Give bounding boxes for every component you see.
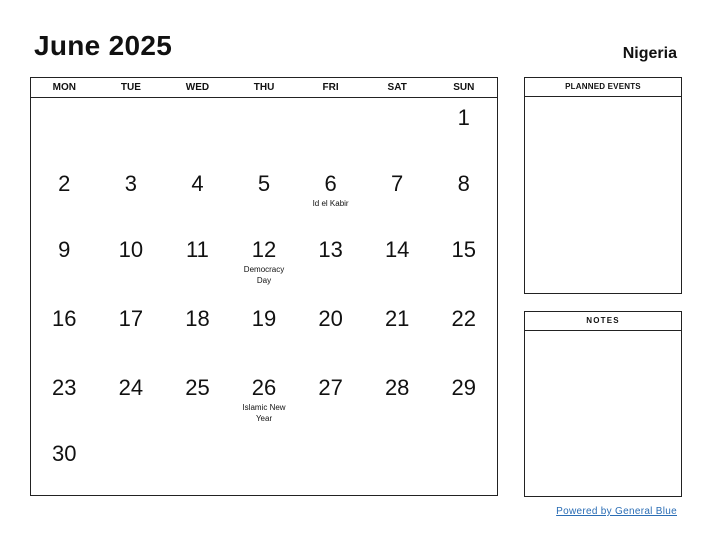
day-number: 13	[318, 237, 343, 262]
calendar-day-cell	[31, 164, 98, 209]
calendar-day-cell	[297, 230, 364, 286]
calendar-day-cell	[364, 299, 431, 331]
day-number: 3	[124, 171, 137, 196]
weekday-fri: FRI	[322, 82, 339, 93]
calendar-day-cell	[297, 368, 364, 424]
calendar-day-cell	[231, 368, 298, 424]
holiday-label: Democracy Day	[243, 265, 285, 285]
weekday-sun: SUN	[453, 82, 475, 93]
page-title: June 2025	[34, 30, 173, 61]
day-number: 9	[58, 237, 71, 262]
calendar-day-cell	[98, 98, 165, 130]
planned-events-panel	[524, 77, 682, 294]
holiday-label: Id el Kabir	[312, 199, 349, 208]
day-number: 23	[52, 375, 77, 400]
day-number: 22	[451, 306, 476, 331]
day-number: 4	[191, 171, 204, 196]
day-number: 25	[185, 375, 210, 400]
calendar-day-cell	[297, 164, 364, 209]
day-number: 29	[451, 375, 476, 400]
calendar-week-row	[31, 299, 497, 331]
day-number: 11	[186, 237, 209, 262]
calendar-day-cell	[31, 98, 98, 130]
calendar-day-cell	[430, 164, 497, 209]
calendar-day-cell	[430, 368, 497, 424]
calendar-day-cell	[430, 98, 497, 130]
calendar-day-cell	[430, 230, 497, 286]
holiday-label: Islamic New Year	[242, 403, 286, 423]
powered-by-link[interactable]: Powered by General Blue	[556, 506, 677, 517]
calendar-day-cell	[364, 368, 431, 424]
calendar-day-cell	[164, 434, 231, 466]
calendar-week-row	[31, 230, 497, 286]
day-number: 27	[318, 375, 343, 400]
calendar-day-cell	[31, 434, 98, 466]
calendar-day-cell	[364, 230, 431, 286]
calendar-day-cell	[297, 299, 364, 331]
calendar-day-cell	[364, 434, 431, 466]
calendar-day-cell	[98, 434, 165, 466]
day-number: 12	[251, 237, 277, 262]
day-number: 30	[52, 441, 77, 466]
day-number: 17	[118, 306, 144, 331]
calendar-day-cell	[164, 98, 231, 130]
day-number: 15	[451, 237, 476, 262]
calendar-week-row	[31, 98, 497, 130]
calendar-day-cell	[297, 98, 364, 130]
calendar-day-cell	[231, 299, 298, 331]
weekday-header-row	[31, 78, 497, 98]
country-label: Nigeria	[622, 45, 677, 62]
calendar-day-cell	[164, 299, 231, 331]
weekday-sat: SAT	[387, 82, 407, 93]
calendar-day-cell	[231, 434, 298, 466]
calendar-day-cell	[231, 164, 298, 209]
calendar-day-cell	[98, 164, 165, 209]
day-number: 6	[324, 171, 337, 196]
calendar-day-cell	[164, 230, 231, 286]
calendar-day-cell	[430, 299, 497, 331]
notes-panel	[524, 311, 682, 497]
calendar-days	[31, 98, 497, 496]
calendar-day-cell	[164, 164, 231, 209]
day-number: 1	[457, 105, 470, 130]
calendar-day-cell	[297, 434, 364, 466]
weekday-wed: WED	[185, 82, 210, 93]
day-number: 14	[384, 237, 410, 262]
calendar-day-cell	[364, 98, 431, 130]
calendar-week-row	[31, 434, 497, 466]
calendar-day-cell	[164, 368, 231, 424]
day-number: 19	[251, 306, 277, 331]
calendar-day-cell	[430, 434, 497, 466]
calendar-grid	[30, 77, 498, 496]
day-number: 28	[384, 375, 410, 400]
notes-title: NOTES	[525, 312, 681, 331]
calendar-day-cell	[231, 230, 298, 286]
calendar-day-cell	[31, 299, 98, 331]
day-number: 10	[118, 237, 144, 262]
day-number: 2	[58, 171, 71, 196]
day-number: 16	[52, 306, 77, 331]
calendar-week-row	[31, 368, 497, 424]
planned-events-title: PLANNED EVENTS	[525, 78, 681, 97]
day-number: 18	[185, 306, 210, 331]
day-number: 7	[391, 171, 404, 196]
calendar-day-cell	[31, 230, 98, 286]
day-number: 24	[118, 375, 144, 400]
calendar-day-cell	[98, 368, 165, 424]
calendar-day-cell	[231, 98, 298, 130]
day-number: 26	[251, 375, 277, 400]
calendar-day-cell	[98, 230, 165, 286]
calendar-day-cell	[31, 368, 98, 424]
calendar-day-cell	[364, 164, 431, 209]
weekday-tue: TUE	[120, 82, 141, 93]
day-number: 20	[318, 306, 343, 331]
day-number: 21	[384, 306, 410, 331]
day-number: 8	[457, 171, 470, 196]
weekday-mon: MON	[52, 82, 76, 93]
weekday-thu: THU	[253, 82, 275, 93]
calendar-day-cell	[98, 299, 165, 331]
day-number: 5	[257, 171, 271, 196]
calendar-week-row	[31, 164, 497, 209]
